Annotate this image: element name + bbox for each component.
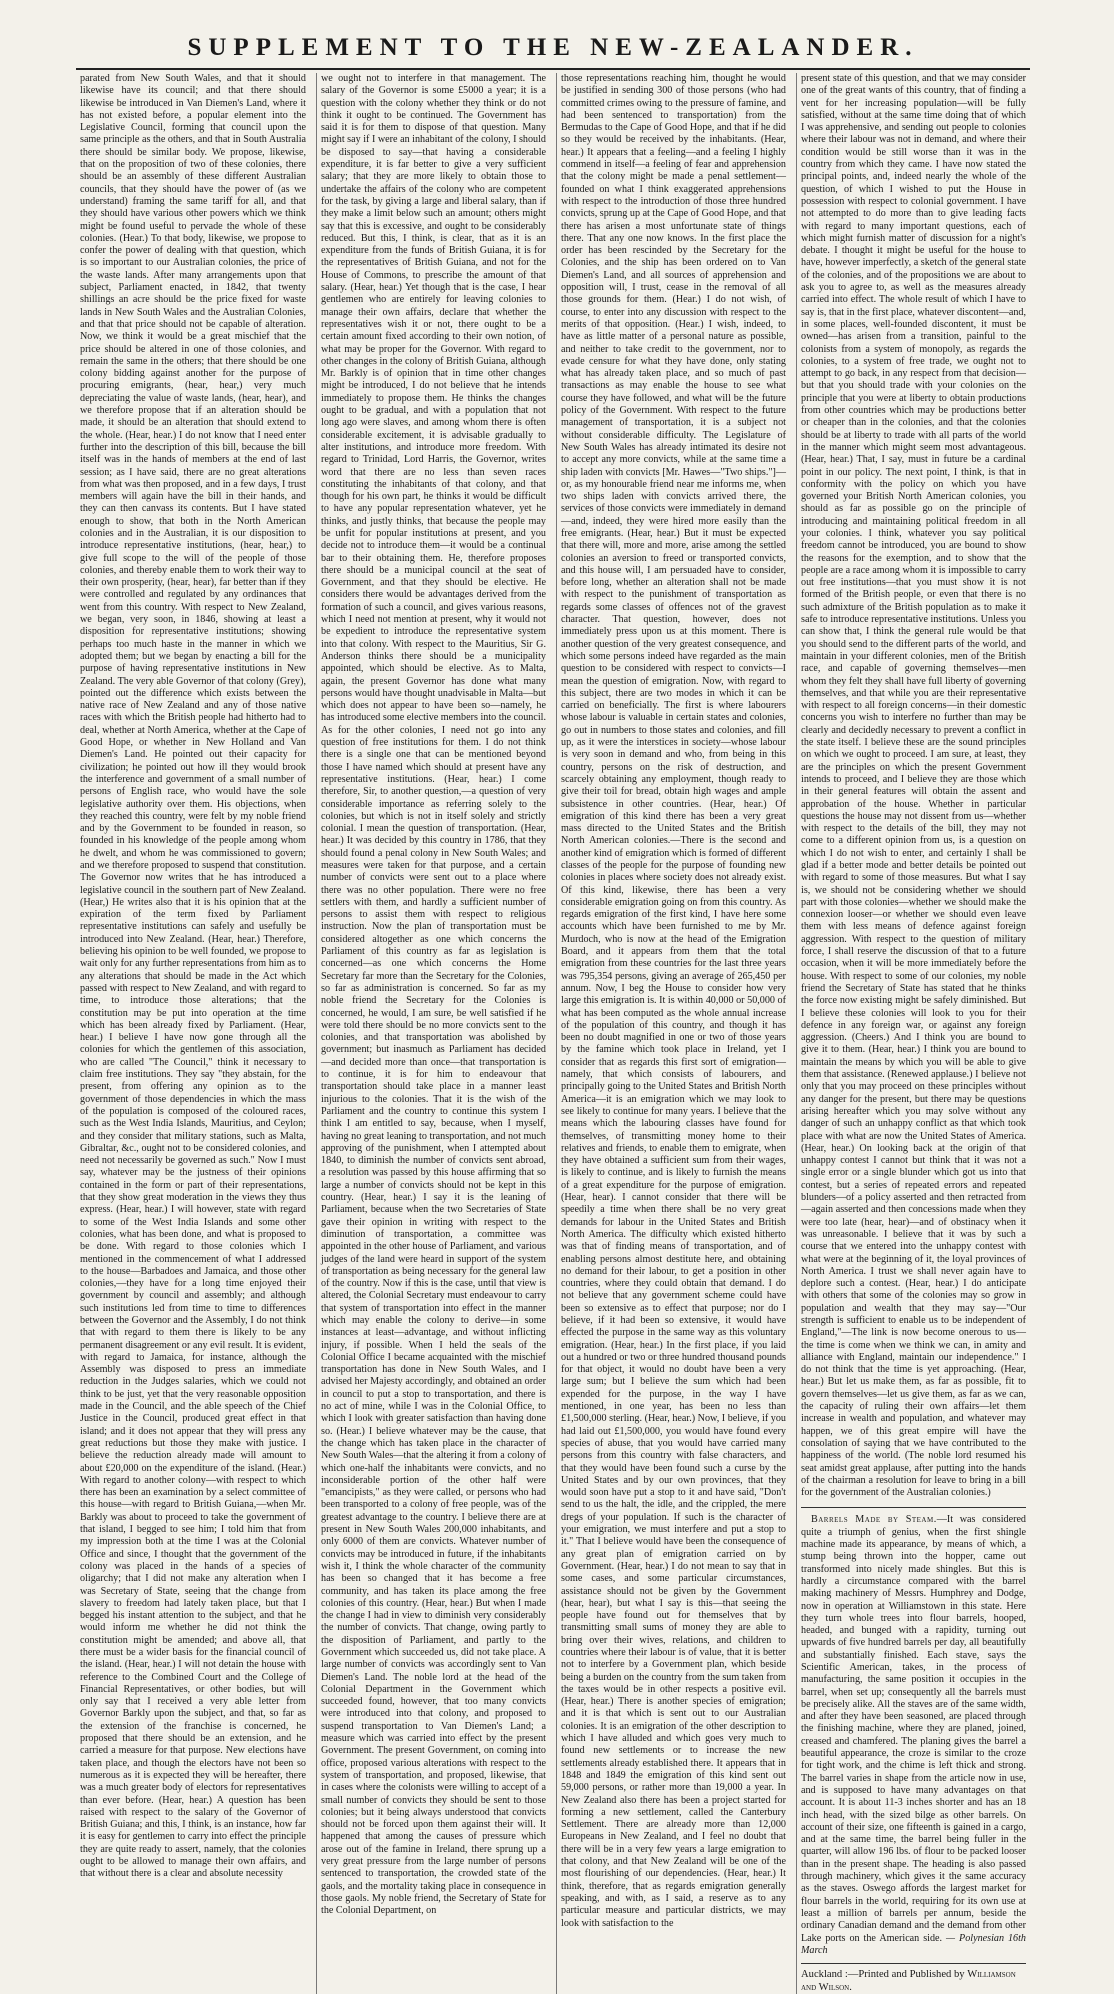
barrels-article-title: Barrels Made by Steam. [811,1514,937,1526]
column-1 [76,73,310,1994]
imprint-text: Auckland :—Printed and Published by [801,1969,968,1981]
column-3-text: those representations reaching him, thought he would be justified in sending 300 of those persons (who had committed crimes owing to the pressure of famine, and had been sentenced to transportation) from the Bermudas to the Cape of Good Hope, and that if he did so they would be received by the inhabitants. (Hear, hear.) It appears that a feeling—and a feeling I highly commend in itself—a feeling of fear and apprehension that the colony might be made a penal settlement—founded on what I think exaggerated apprehensions with respect to the introduction of those three hundred convicts, sprung up at the Cape of Good Hope, and that there has arisen a most unfortunate state of things there. That any one now knows. In the first place the order has been rescinded by the Secretary for the Colonies, and the ship has been ordered on to Van Diemen's Land, and all sources of apprehension and opposition will, I trust, cease in the removal of all those grounds for them. (Hear.) I do not wish, of course, to enter into any discussion with respect to the merits of that opposition. (Hear.) I wish, indeed, to have as little matter of a personal nature as possible, and neither to take credit to the government, nor to evade censure for what they have done, only stating what has already taken place, and so much of past transactions as may enable the house to see what course they have followed, and what will be the future policy of the Government. With respect to the future management of transportation, it is a subject not without considerable difficulty. The Legislature of New South Wales has already intimated its desire not to accept any more convicts, while at the same time a ship laden with convicts [Mr. Hawes—"Two ships."]—or, as my honourable friend near me informs me, when two ships laden with convicts arrived there, the services of those convicts were immediately in demand—and, indeed, they were hired more easily than the free emigrants. (Hear, hear.) But it must be expected that there will, more and more, arise among the settled colonies an aversion to freed or transported convicts, and this house will, I am persuaded have to consider, before long, whether an alteration shall not be made with respect to the punishment of transportation as regards some classes of offences not of the gravest character. That question, however, does not immediately press upon us at this moment. There is another question of the very greatest consequence, and which some persons indeed have regarded as the main question to be considered with respect to convicts—I mean the question of emigration. Now, with regard to this subject, there are two modes in which it can be carried on beneficially. The first is where labourers whose labour is valuable in certain states and colonies, go out in numbers to those states and colonies, and fill up, as it were the interstices in society—whose labour is very soon in demand and who, from being in this country, persons on the risk of destruction, and scarcely obtaining any employment, though ready to give their toil for bread, obtain high wages and ample subsistence in other countries. (Hear, hear.) Of emigration of this kind there has been a very great mass directed to the United States and the British North American colonies.—There is the second and another kind of emigration which is formed of different classes of the people for the purpose of founding new colonies in places where society does not already exist. Of this kind, likewise, there has been a very considerable emigration going on from this country. As regards emigration of the first kind, I have here some accounts which have been furnished to me by Mr. Murdoch, who is now at the head of the Emigration Board, and it appears from them that the total emigration from these countries for the last three years was 795,354 persons, giving an average of 265,450 per annum. Now, I beg the House to consider how very large this emigration is. It is within 40,000 or 50,000 of what has been computed as the whole annual increase of the population of this country, and though it has been no doubt magnified in one or two of those years by the famine which took place in Ireland, yet I consider that as regards this first sort of emigration—namely, that which consists of labourers, and principally going to the United States and British North America—it is an emigration which we may look to see likely to continue for many years. I believe that the means which the labouring classes have found for themselves, of transmitting money home to their relatives and friends, to enable them to emigrate, when they have obtained a sufficient sum from their wages, is likely to continue, and is likely to furnish the means of a great expenditure for the purpose of emigration. (Hear, hear). I cannot consider that there will be speedily a time when there shall be no very great demands for labour in the United States and British North America. The difficulty which existed hitherto was that of finding means of transportation, and of enabling persons almost destitute here, and obtaining no demand for their labour, to get a position in other countries, where they could obtain that demand. I do not believe that any government scheme could have been so extensive as to effect that purpose; nor do I believe, if it had been so extensive, it would have effected the purpose in the same way as this voluntary emigration. (Hear, hear.) In the first place, if you laid out a hundred or two or three hundred thousand pounds for that object, it would no doubt have been a very large sum; but I believe the sum which had been expended for the purpose, in the way I have mentioned, in one year, has been no less than £1,500,000 sterling. (Hear, hear.) Now, I believe, if you had laid out £1,500,000, you would have found every species of abuse, that you would have carried many persons from this country with false characters, and that they would have been found such a curse by the United States and by our own provinces, that they would soon have put a stop to it and have said, "Don't send to us the halt, the idle, and the crippled, the mere dregs of your population. If such is the character of your emigration, we must interfere and put a stop to it." That I believe would have been the consequence of any great plan of emigration carried on by Government. (Hear, hear.) I do not mean to say that in some cases, and some particular circumstances, assistance should not be given by the Government (hear, hear), but what I say is this—that seeing the people have found out for themselves that by transmitting small sums of money they are able to bring over their wives, relations, and children to countries where their labour is of value, that it is better not to interfere by a Government plan, which beside being a burden on the country from the sum taken from the taxes would be in other respects a positive evil. (Hear, hear.) There is another species of emigration; and it is that which is sent out to our Australian colonies. It is an emigration of the other description to which I have alluded and which goes very much to found new settlements or to increase the new settlements already established there. It appears that in 1848 and 1849 the emigration of this kind sent out 59,000 persons, or rather more than 19,000 a year. In New Zealand also there has been a project started for forming a new settlement, called the Canterbury Settlement. There are already more than 12,000 Europeans in New Zealand, and I feel no doubt that there will be in a very few years a large emigration to that colony, and that New Zealand will be one of the most flourishing of our dependencies. (Hear, hear.) It think, therefore, that as regards emigration generally speaking, and with, as I said, a reserve as to any particular measure and particular districts, we may look with satisfaction to the [561,73,786,1929]
column-2 [316,73,550,1994]
masthead-rule [76,68,1030,70]
barrels-article-source: — Polynesian 16th March [801,1932,1026,1956]
barrels-article [801,1514,1026,1957]
column-4-text: present state of this question, and that we may consider one of the great wants of this country, that of finding a vent for her increasing population—will be fully satisfied, without at the same time doing that of which I was apprehensive, and sending out people to colonies where their labour was not in demand, and where their condition would be still worse than it was in the country from which they came. I have now stated the principal points, and, indeed nearly the whole of the question, of which I wished to put the House in possession with respect to colonial government. I have not attempted to do more than to give leading facts with regard to many important questions, each of which might furnish matter of discussion for a night's debate. I thought it might be useful for the house to have, however imperfectly, a sketch of the general state of the colonies, and of the propositions we are about to ask you to agree to, as well as the measures already carried into effect. The whole result of which I have to say is, that in the first place, whatever discontent—and, in some places, well-founded discontent, it must be owned—has arisen from a transition, painful to the colonists from a system of monopoly, as regards the colonies, to a system of free trade, we ought not to attempt to go back, in any respect from that decision—but that you should trade with your colonies on the principle that you were at liberty to obtain productions from other countries which may be productions better or cheaper than in the colonies, and that the colonies should be at liberty to trade with all parts of the world in the manner which might seem most advantageous. (Hear, hear.) That, I say, must in future be a cardinal point in our policy. The next point, I think, is that in conformity with the policy on which you have governed your British North American colonies, you should as far as possible go on the principle of introducing and maintaining political freedom in all your colonies. I think, whatever you say political freedom cannot be introduced, you are bound to show the reasons for the exemption, and to show that the people are a race among whom it is impossible to carry out free institutions—that you must show it is not formed of the British people, or even that there is no such admixture of the British population as to make it safe to introduce representative institutions. Unless you can show that, I think the general rule would be that you should send to the different parts of the world, and maintain in your different colonies, men of the British race, and capable of governing themselves—men whom they felt they shall have full liberty of governing themselves, and that while you are their representative with respect to all foreign concerns—in their domestic concerns you wish to interfere no further than may be clearly and decidedly necessary to prevent a conflict in the state itself. I believe these are the sound principles on which we ought to proceed. I am sure, at least, they are the principles on which the present Government intends to proceed, and I believe they are those which in their general features will obtain the assent and approbation of the house. Whether in particular questions the house may not dissent from us—whether with respect to the details of the bill, they may not come to a different opinion from us, is a question on which I do not wish to enter, and certainly I shall be glad if a better mode and better details be pointed out with regard to some of those measures. But what I say is, we should not be considering whether we should part with those colonies—whether we should make the connexion looser—or whether we should even leave them with less means of defence against foreign aggression. With respect to the question of military force, I shall reserve the discussion of that to a future occasion, when it will be more immediately before the house. With respect to some of our colonies, my noble friend the Secretary of State has stated that he thinks the force now existing might be safely diminished. But I believe these colonies will look to you for their defence in any foreign war, or against any foreign aggression. (Cheers.) And I think you are bound to give it to them. (Hear, hear.) I think you are bound to maintain the means by which you will be able to give them that assistance. (Renewed applause.) I believe not only that you may proceed on these principles without any danger for the present, but there may be questions arising hereafter which you may solve without any danger of such an unhappy conflict as that which took place with what are now the United States of America. (Hear, hear.) On looking back at the origin of that unhappy contest I cannot but think that it was not a single error or a single blunder which got us into that contest, but a series of repeated errors and repeated blunders—of a policy asserted and then retracted from—again asserted and then concessions made when they were too late (hear, hear)—and of obstinacy when it was unreasonable. I believe that it was by such a course that we entered into the unhappy contest with what were at the beginning of it, the loyal provinces of North America. I trust we shall never again have to deplore such a contest. (Hear, hear.) I do anticipate with others that some of the colonies may so grow in population and wealth that they may say—"Our strength is sufficient to enable us to be independent of England,"—The link is now become onerous to us—the time is come when we think we can, in amity and alliance with England, maintain our independence." I do not think that the time is yet approaching. (Hear, hear.) But let us make them, as far as possible, fit to govern themselves—let us give them, as far as we can, the capacity of ruling their own affairs—let them increase in wealth and population, and whatever may happen, we of this great empire will have the consolation of saying that we have contributed to the happiness of the world. (The noble lord resumed his seat amidst great applause, after putting into the hands of the chairman a resolution for leave to bring in a bill for the government of the Australian colonies.) [801,73,1026,1499]
column-3 [556,73,790,1994]
printer-imprint [801,1968,1026,1994]
text-columns [76,73,1030,1994]
masthead-title: SUPPLEMENT TO THE NEW-ZEALANDER. [187,34,919,61]
barrels-article-body: —It was considered quite a triumph of genius, when the first shingle machine made its appearance, by means of which, a stump being thrown into the hopper, came out transformed into nicely made shingles. But this is hardly a circumstance compared with the barrel making machinery of Messrs. Humphrey and Dodge, now in operation at Williamstown in this state. Here they turn whole trees into flour barrels, hooped, headed, and bunged with a rapidity, turning out upwards of five hundred barrels per day, all beautifully and substantially finished. Each stave, says the Scientific American, takes, in the process of manufacturing, the same position it occupies in the barrel, when set up; consequently all the barrels must be precisely alike. All the staves are of the same width, and after they have been seasoned, are placed through the finishing machine, where they are planed, joined, creased and chamfered. The planing gives the barrel a beautiful appearance, the croze is similar to the croze for tight work, and the chime is left thick and strong. The barrel varies in shape from the article now in use, and is supposed to have many advantages on that account. It is about 11-3 inches shorter and has an 18 inch head, with the sized bilge as other barrels. On account of their size, one fifteenth is gained in a cargo, and at the same time, the barrel being fuller in the quarter, will allow 196 lbs. of flour to be packed looser than in the present shape. The heading is also passed through machinery, which gives it the same accuracy as the staves. Oswego affords the largest market for flour barrels in the world, requiring for its own use at least a million of barrels per annum, beside the ordinary Canadian demand and the demand from other Lake ports on the American side. [801,1514,1026,1944]
imprint-publishers: Williamson and Wilson. [801,1969,1016,1994]
article-divider [801,1507,1026,1508]
column-4 [796,73,1030,1994]
column-1-text: parated from New South Wales, and that it should likewise have its council; and that there should likewise be introduced in Van Diemen's Land, where it has not existed before, a popular element into the Legislative Council, forming that council upon the same principle as the others, and that in South Australia there should be similar body. We propose, likewise, that on the proposition of two of these colonies, there should be an assembly of these different Australian councils, that they should have the power of (as we understand) framing the same tariff for all, and that they should have various other powers which we think might be found useful to pervade the whole of these colonies. (Hear.) To that body, likewise, we propose to confer the power of dealing with that question, which is so important to our Australian colonies, the price of the waste lands. After many arrangements upon that subject, Parliament enacted, in 1842, that twenty shillings an acre should be the price fixed for waste lands in New South Wales and the Australian Colonies, and that that price should not be capable of alteration. Now, we think it would be a great mischief that the price should be altered in one of those colonies, and remain the same in the others; that there should be one colony bidding against another for the purpose of procuring emigrants, (hear, hear,) very much depreciating the value of waste lands, (hear, hear), and we therefore propose that if an alteration should be made, it should be an alteration that should extend to the whole. (Hear, hear.) I do not know that I need enter further into the description of this bill, because the bill itself was in the hands of members at the end of last session; as I have said, there are no great alterations from what was then proposed, and in a few days, I trust members will again have the bill in their hands, and they can then canvass its contents. But I have stated enough to show, that both in the North American colonies and in the Australian, it is our disposition to introduce representative institutions, (hear, hear,) to give full scope to the will of the people of those colonies, and thereby enable them to work their way to their own prosperity, (hear, hear), far better than if they were controlled and regulated by any ordinances that went from this country. With respect to New Zealand, we began, very soon, in 1846, showing at least a disposition for representative institutions; showing perhaps too much haste in the manner in which we adopted them; but we began by enacting a bill for the purpose of having representative institutions in New Zealand. The very able Governor of that colony (Grey), pointed out the difference which exists between the native race of New Zealand and any of those native races with which the British people had hitherto had to deal, whether at North America, whether at the Cape of Good Hope, or whether in New Holland and Van Diemen's Land. He pointed out their capacity for civilization; he pointed out how ill they would brook the interference and government of a small number of persons of English race, who would have the sole legislative authority over them. His objections, when they reached this country, were felt by my noble friend and by the Government to be founded in reason, so founded in his knowledge of the people among whom he dwelt, and whom he was commissioned to govern; and we therefore proposed to suspend that constitution. The Governor now writes that he has introduced a legislative council in the southern part of New Zealand. (Hear,) He writes also that it is his opinion that at the expiration of the term fixed by Parliament representative institutions can safely and usefully be introduced into New Zealand. (Hear, hear.) Therefore, believing his opinion to be well founded, we propose to wait only for any further representations from him as to any alterations that should be made in the Act which passed with respect to New Zealand, and with regard to time, to introduce those alterations; that the constitution may be put into operation at the time which has been already fixed by Parliament. (Hear, hear.) I believe I have now gone through all the colonies for which the gentlemen of this association, who are called "The Council," think it necessary to claim free institutions. They say "they abstain, for the present, from offering any opinion as to the government of those dependencies in which the mass of the population is composed of the coloured races, such as the West India Islands, Mauritius, and Ceylon; and they consider that military stations, such as Malta, Gibraltar, &c., ought not to be considered colonies, and need not necessarily be governed as such." Now I must say, whatever may be the justness of their opinions contained in the form or part of their representations, that they show great moderation in the views they thus express. (Hear, hear.) I will however, state with regard to some of the West India Islands and some other colonies, what has been done, and what is proposed to be done. With regard to those colonies which I mentioned in the commencement of what I addressed to the house—Barbadoes and Jamaica, and those other colonies,—they have for a long time enjoyed their government by council and assembly; and although such institutions led from time to time to differences between the Governor and the Assembly, I do not think that with regard to them there is likely to be any permanent disagreement or any evil result. It is evident, with regard to Jamaica, for instance, although the Assembly was disposed to press an immediate reduction in the Judges salaries, which we could not think to be just, yet that the very reasonable opposition made in the Council, and the able speech of the Chief Justice in the Council, produced great effect in that island; and it does not appear that they will press any great reductions but those they make with justice. I believe the reduction already made will amount to about £20,000 on the expenditure of the island. (Hear.) With regard to another colony—with respect to which there has been an examination by a select committee of this house—with regard to British Guiana,—when Mr. Barkly was about to proceed to take the government of that island, I begged to see him; I told him that from my impression both at the time I was at the Colonial Office and since, I thought that the government of the colony was placed in the hands of a species of oligarchy; that I did not make any alteration when I was Secretary of State, seeing that the change from slavery to freedom had lately taken place, but that I begged his instant attention to the subject, and that he would inform me whether he did not think the constitution might be amended; and above all, that there must be a wider basis for the financial council of the island. (Hear, hear.) I will not detain the house with reference to the Combined Court and the College of Financial Representatives, or other bodies, but will only say that I received a very able letter from Governor Barkly upon the subject, and that, so far as the extension of the franchise is concerned, he proposed that there should be an extension, and he carried a measure for that purpose. New elections have taken place, and though the electors have not been so numerous as it is expected they will be hereafter, there was a much greater body of electors for representatives than ever before. (Hear, hear.) A question has been raised with respect to the salary of the Governor of British Guiana; and this, I think, is an instance, how far it is easy for gentlemen to carry into effect the principle they are quite ready to assert, namely, that the colonies ought to be allowed to manage their own affairs, and that without there is a clear and absolute necessity [80,73,306,1880]
imprint-divider [801,1963,1026,1964]
column-2-text: we ought not to interfere in that management. The salary of the Governor is some £5000 a year; it is a question with the colony whether they think or do not think it ought to be continued. The Government has said it is for them to dispose of that question. Many might say if I were an inhabitant of the colony, I should be disposed to say—that having a considerable expenditure, it is far better to give a very sufficient salary; that they are more likely to obtain those to undertake the affairs of the colony who are competent for the task, by giving a large and liberal salary, than if they make a limit below such an amount; others might say that this is excessive, and ought to be considerably reduced. But this, I think, is clear, that as it is an expenditure from the funds of British Guiana, it is for the representatives of British Guiana, and not for the House of Commons, to prescribe the amount of that salary. (Hear, hear.) Yet though that is the case, I hear gentlemen who are entirely for leaving colonies to manage their own affairs, declare that whether the representatives wish it or not, there ought to be a certain amount fixed according to their own notion, of what may be proper for the Governor. With regard to other changes in the colony of British Guiana, although Mr. Barkly is of opinion that in time other changes might be introduced, I do not believe that he intends immediately to propose them. He thinks the changes ought to be gradual, and with a population that not long ago were slaves, and among whom there is often considerable excitement, it is advisable gradually to alter institutions, and introduce more freedom. With regard to Trinidad, Lord Harris, the Governor, writes word that there are no less than seven races constituting the inhabitants of that colony, and that though for his own part, he thinks it would be difficult to have any popular representation whatever, yet he thinks, and justly thinks, that because the people may be unfit for popular institutions at present, and you decide not to introduce them—it would be a continual bar to their obtaining them. He, therefore proposes there should be a municipal council at the seat of Government, and that they should be elective. He considers there would be advantages derived from the formation of such a council, and gives various reasons, which I need not mention at present, why it would not be expedient to introduce the representative system into that colony. With respect to the Mauritius, Sir G. Anderson thinks there should be a municipality appointed, which should be elective. As to Malta, again, the present Governor has done what many persons would have thought unadvisable in Malta—but which does not appear to have been so—namely, he has introduced some elective members into the council. As for the other colonies, I need not go into any question of free institutions for them. I do not think there is a single one that can be mentioned beyond those I have named which should at present have any representative institutions. (Hear, hear.) I come therefore, Sir, to another question,—a question of very considerable importance as referring solely to the colonies, but which is not in itself solely and strictly colonial. I mean the question of transportation. (Hear, hear.) It was decided by this country in 1786, that they should found a penal colony in New South Wales; and measures were taken for that purpose, and a certain number of convicts were sent out to a place where there was no other population. There were no free settlers with them, and hardly a sufficient number of persons to assist them with respect to religious instruction. Now the plan of transportation must be considered altogether as one which concerns the Parliament of this country as far as legislation is concerned—as one which concerns the Home Secretary far more than the Secretary for the Colonies, so far as administration is concerned. So far as my noble friend the Secretary for the Colonies is concerned, he would, I am sure, be well satisfied if he were told there should be no more convicts sent to the colonies, and that transportation was abolished by government; but inasmuch as Parliament has decided—and decided more than once—that transportation is to continue, it is for him to endeavour that transportation should take place in a manner least injurious to the colonies. That it is the wish of the Parliament and the country to continue this system I think I am entitled to say, because, when I myself, having no great leaning to transportation, and not much approving of the punishment, when I attempted about 1840, to diminish the number of convicts sent abroad, a resolution was passed by this house affirming that so large a number of convicts should not be kept in this country. (Hear, hear.) I say it is the leaning of Parliament, because when the two Secretaries of State gave their opinion in writing with respect to the diminution of transportation, a committee was appointed in the other house of Parliament, and various judges of the land were heard in support of the system of transportation as being necessary for the general law of the country. Now if this is the case, until that view is altered, the Colonial Secretary must endeavour to carry that system of transportation into effect in the manner which may enable the colony to derive—in some instances at least—advantage, and without inflicting injury, if possible. When I held the seals of the Colonial Office I became acquainted with the mischief transportation has done in New South Wales, and I advised her Majesty accordingly, and obtained an order in council to put a stop to transportation, and there is no act of mine, while I was in the Colonial Office, to which I look with greater satisfaction than having done so. (Hear.) I believe whatever may be the cause, that the change which has taken place in the character of New South Wales—that the altering it from a colony of which one-half the inhabitants were convicts, and no inconsiderable portion of the other half were "emancipists," as they were called, or persons who had been transported to a colony of free people, was of the greatest advantage to the country. I believe there are at present in New South Wales 200,000 inhabitants, and only 6000 of them are convicts. Whatever number of convicts may be introduced in future, if the inhabitants wish it, I think the whole character of the community has been so changed that it has become a free community, and has taken its place among the free colonies of this country. (Hear, hear.) But when I made the change I had in view to diminish very considerably the number of convicts. That change, owing partly to the disposition of Parliament, and partly to the Government which succeeded us, did not take place. A large number of convicts was accordingly sent to Van Diemen's Land. The noble lord at the head of the Colonial Department in the Government which succeeded found, however, that too many convicts were introduced into that colony, and proposed to suspend transportation to Van Diemen's Land; a measure which was carried into effect by the present Government. The present Government, on coming into office, proposed various alterations with respect to the system of transportation, and proposed, likewise, that in cases where the colonists were willing to accept of a small number of convicts they should be sent to those colonies; but it being always understood that convicts should not be forced upon them against their will. It happened that among the causes of pressure which arose out of the famine in Ireland, there sprung up a very great pressure from the large number of persons sentenced to transportation, the crowded state of the gaols, and the mortality taking place in consequence in those gaols. My noble friend, the Secretary of State for the Colonial Department, on [321,73,546,1917]
